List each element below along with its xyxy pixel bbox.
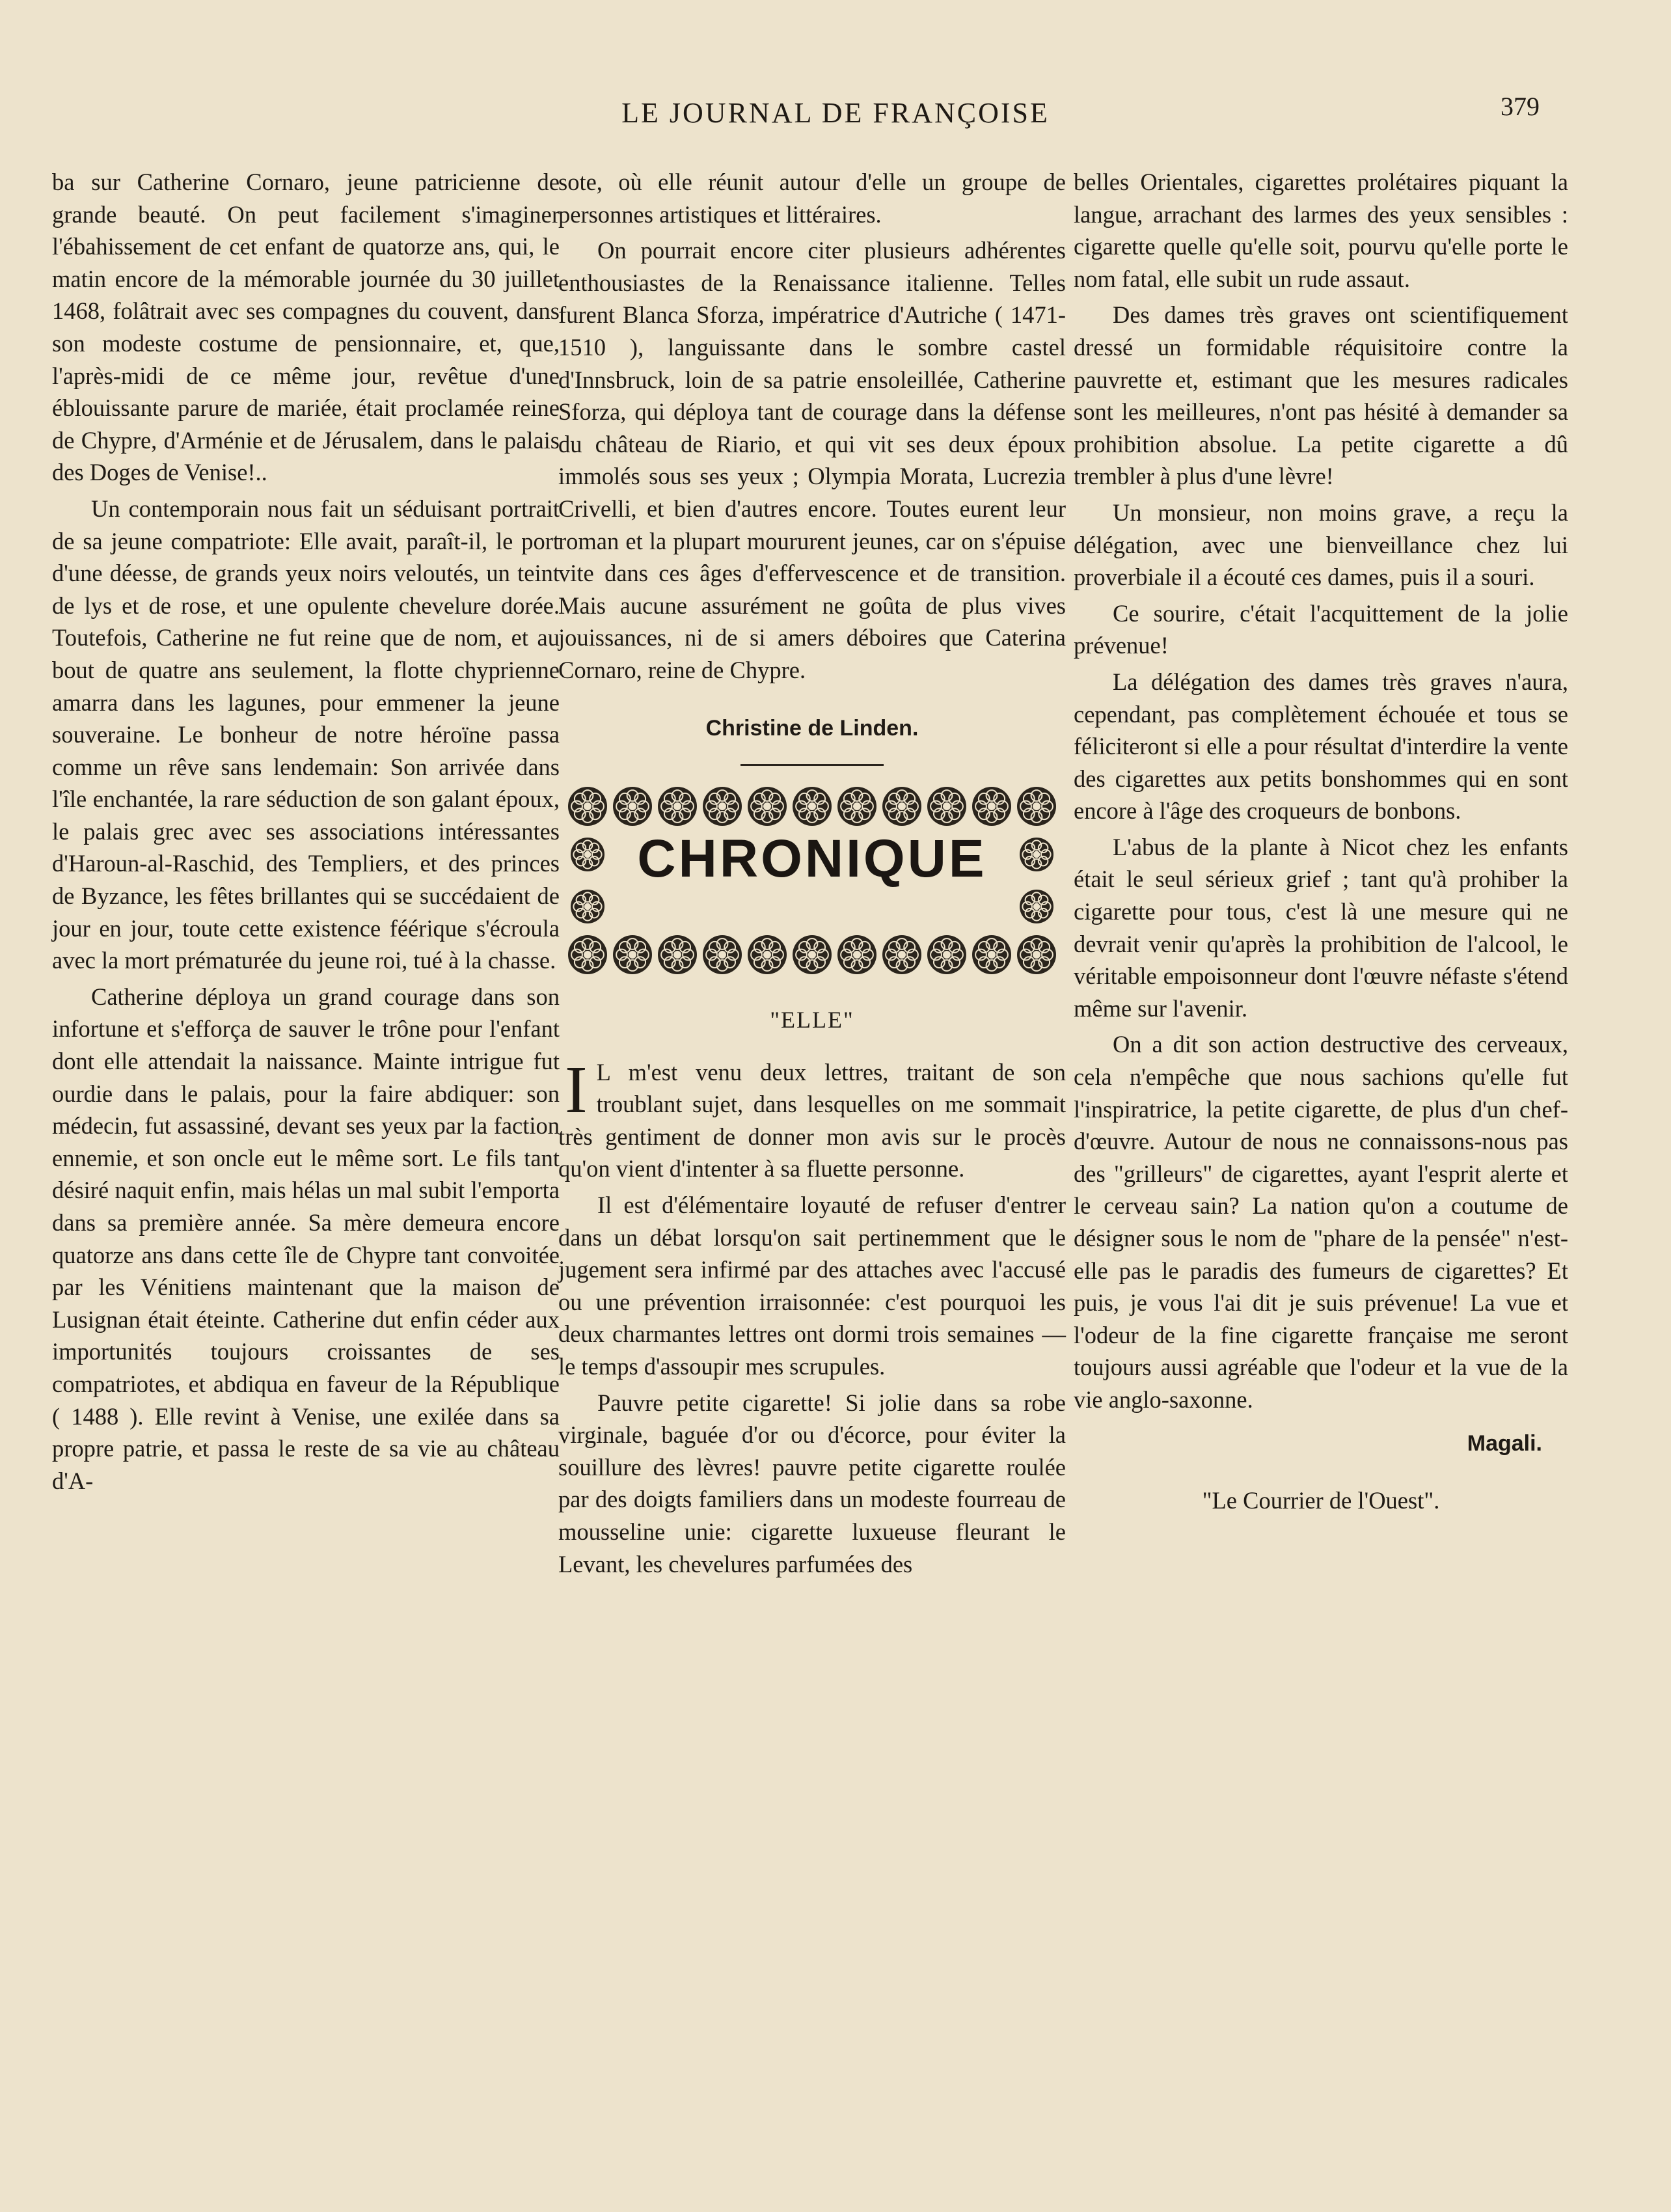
drop-cap: I	[565, 1052, 588, 1127]
rosette-icon	[571, 890, 605, 923]
rosette-icon	[748, 787, 787, 826]
rosette-icon	[568, 787, 607, 826]
rosette-icon	[613, 787, 652, 826]
chronique-ornament-box	[562, 783, 1063, 978]
column-2	[558, 166, 1066, 1580]
rosette-icon	[837, 935, 876, 974]
paragraph-text: L m'est venu deux lettres, traitant de son troublant sujet, dans lesquelles on me sommait très gentiment de donner mon avis sur le procès qu'on vient d'intenter à sa fluette personne.	[558, 1058, 1066, 1182]
paragraph: Un contemporain nous fait un séduisant portrait de sa jeune compatriote: Elle avait, paraît-il, le port d'une déesse, de grands yeux noirs veloutés, un teint de lys et de rose, et une opulente chevelure dorée. Toutefois, Catherine ne fut reine que de nom, et au bout de quatre ans seulement, la flotte chyprienne amarra dans les lagunes, pour emmener la jeune souveraine. Le bonheur de notre héroïne passa comme un rêve sans lendemain: Son arrivée dans l'île enchantée, la rare séduction de son galant époux, le palais grec avec ses associations intéressantes d'Haroun-al-Raschid, des Templiers, et des princes de Byzance, les fêtes brillantes qui se succédaient de jour en jour, toute cette existence féérique s'écroula avec la mort prématurée du jeune roi, tué à la chasse.	[52, 495, 560, 974]
rosette-icon	[613, 935, 652, 974]
rosette-icon	[703, 935, 742, 974]
article-title: "ELLE"	[770, 1007, 854, 1033]
rosette-icon	[882, 935, 921, 974]
rosette-icon	[793, 935, 832, 974]
journal-title: LE JOURNAL DE FRANÇOISE	[621, 97, 1050, 129]
page-number: 379	[1501, 92, 1540, 121]
paragraph: Ce sourire, c'était l'acquittement de la jolie prévenue!	[1074, 599, 1568, 659]
source-credit: "Le Courrier de l'Ouest".	[1202, 1487, 1440, 1514]
column-1	[52, 166, 560, 1497]
paragraph: Catherine déploya un grand courage dans son infortune et s'efforça de sauver le trône pour l'enfant dont elle attendait la naissance. Mainte intrigue fut ourdie dans le palais, pour la faire abdiquer: son médecin, fut assassiné, devant ses yeux par la faction ennemie, et son oncle eut le même sort. Le fils tant désiré naquit enfin, mais hélas un mal subit l'emporta dans sa première année. Sa mère demeura encore quatorze ans dans cette île de Chypre tant convoitée par les Vénitiens maintenant que la maison de Lusignan était éteinte. Catherine dut enfin céder aux importunités toujours croissantes de ses compatriotes, et abdiqua en faveur de la République ( 1488 ). Elle revint à Venise, une exilée dans sa propre patrie, et passa le reste de sa vie au château d'A-	[52, 983, 560, 1494]
section-title: CHRONIQUE	[637, 829, 987, 889]
paragraph: ba sur Catherine Cornaro, jeune patricienne de grande beauté. On peut facilement s'imaginer l'ébahissement de cet enfant de quatorze ans, qui, le matin encore de la mémorable journée du 30 juillet 1468, folâtrait avec ses compagnes du couvent, dans son modeste costume de pensionnaire, et, que, l'après-midi de ce même jour, revêtue d'une éblouissante parure de mariée, était proclamée reine de Chypre, d'Arménie et de Jérusalem, dans le palais des Doges de Venise!..	[52, 169, 560, 486]
paragraph: Des dames très graves ont scientifiquement dressé un formidable réquisitoire contre la pauvrette et, estimant que les mesures radicales sont les meilleures, n'ont pas hésité à demander sa prohibition absolue. La petite cigarette a dû trembler à plus d'une lèvre!	[1074, 301, 1568, 490]
rosette-icon	[972, 935, 1011, 974]
divider-rule	[740, 764, 884, 766]
rosette-icon	[748, 935, 787, 974]
rosette-icon	[927, 935, 966, 974]
paragraph: Il est d'élémentaire loyauté de refuser d'entrer dans un débat lorsqu'on sait pertinemment que le jugement sera infirmé par des attaches avec l'accusé ou une prévention irraisonnée: c'est pourquoi les deux charmantes lettres ont dormi trois semaines — le temps d'assoupir mes scrupules.	[558, 1192, 1066, 1380]
paragraph: belles Orientales, cigarettes prolétaires piquant la langue, arrachant des larmes des yeux sensibles : cigarette quelle qu'elle soit, pourvu qu'elle porte le nom fatal, elle subit un rude assaut.	[1074, 169, 1568, 292]
rosette-icon	[927, 787, 966, 826]
rosette-icon	[1017, 787, 1056, 826]
paragraph: Un monsieur, non moins grave, a reçu la délégation, avec une bienveillance chez lui proverbiale il a écouté ces dames, puis il a souri.	[1074, 498, 1568, 591]
rosette-icon	[703, 787, 742, 826]
rosette-icon	[658, 787, 697, 826]
rosette-icon	[568, 935, 607, 974]
paragraph: On a dit son action destructive des cerveaux, cela n'empêche que nous sachions qu'elle fut l'inspiratrice, la petite cigarette, de plus d'un chef-d'œuvre. Autour de nous ne connaissons-nous pas des "grilleurs" de cigarettes, ayant l'esprit alerte et le cerveau sain? La nation qu'on a coutume de désigner sous le nom de "phare de la pensée" n'est-elle pas le paradis des fumeurs de cigarettes? Et puis, je vous l'ai dit je suis prévenue! La vue et l'odeur de la fine cigarette française me seront toujours aussi agréable que l'odeur et la vue de la vie anglo-saxonne.	[1074, 1031, 1568, 1413]
rosette-icon	[793, 787, 832, 826]
author-signature: Magali.	[1467, 1430, 1542, 1456]
rosette-icon	[972, 787, 1011, 826]
paragraph: La délégation des dames très graves n'aura, cependant, pas complètement échouée et tous se féliciteront si elle a pour résultat d'interdire la vente des cigarettes aux petits bonshommes qui en sont encore à l'âge des croqueurs de bonbons.	[1074, 668, 1568, 825]
rosette-icon	[1017, 935, 1056, 974]
rosette-icon	[658, 935, 697, 974]
paragraph: sote, où elle réunit autour d'elle un groupe de personnes artistiques et littéraires.	[558, 169, 1066, 228]
rosette-icon	[882, 787, 921, 826]
paragraph: Pauvre petite cigarette! Si jolie dans sa robe virginale, baguée d'or ou d'écorce, pour éviter la souillure des lèvres! pauvre petite cigarette roulée par des doigts familiers dans un modeste fourreau de mousseline unie: cigarette luxueuse fleurant le Levant, les chevelures parfumées des	[558, 1389, 1066, 1577]
paragraph: On pourrait encore citer plusieurs adhérentes enthousiastes de la Renaissance italienne. Telles furent Blanca Sforza, impératrice d'Autriche ( 1471-1510 ), languissante dans le sombre castel d'Innsbruck, loin de sa patrie ensoleillée, Catherine Sforza, qui déploya tant de courage dans la défense du château de Riario, et qui vit ses deux époux immolés sous ses yeux ; Olympia Morata, Lucrezia Crivelli, et bien d'autres encore. Toutes eurent leur roman et la plupart moururent jeunes, car on s'épuise vite dans ces âges d'effervescence et de transition. Mais aucune assurément ne goûta de plus vives jouissances, ni de si amers déboires que Caterina Cornaro, reine de Chypre.	[558, 237, 1066, 683]
author-signature: Christine de Linden.	[705, 715, 919, 741]
rosette-icon	[837, 787, 876, 826]
article-lead-paragraph	[558, 1052, 1066, 1185]
paragraph: L'abus de la plante à Nicot chez les enfants était le seul sérieux grief ; tant qu'à prohiber la cigarette pour tous, c'est là une mesure qui ne devrait venir qu'après la prohibition de l'alcool, le véritable empoisonneur dont l'œuvre néfaste s'étend même sur l'avenir.	[1074, 833, 1568, 1022]
rosette-icon	[1020, 890, 1053, 923]
column-3	[1074, 166, 1568, 1517]
